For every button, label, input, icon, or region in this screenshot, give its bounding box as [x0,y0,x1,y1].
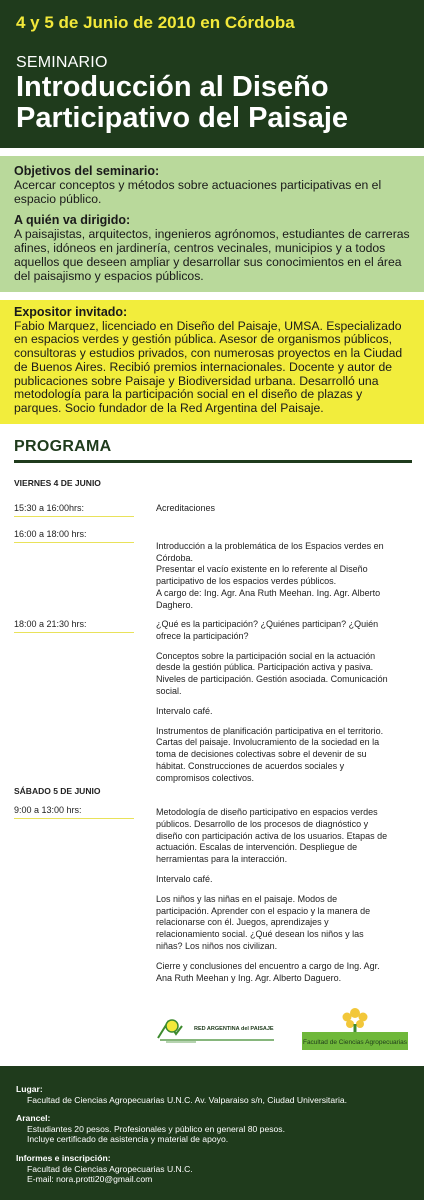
faculty-logo [302,1004,408,1050]
faculty-logo-text: Facultad de Ciencias Agropecuarias [302,1039,408,1046]
speaker-section [0,300,424,424]
info-line: Facultad de Ciencias Agropecuarias U.N.C. [27,1163,193,1174]
session-time: 9:00 a 13:00 hrs: [14,805,134,819]
fee-heading: Arancel: [16,1113,51,1124]
seminar-label: SEMINARIO [16,54,108,71]
session-time: 15:30 a 16:00hrs: [14,503,134,517]
session-description [156,807,388,992]
program-title: PROGRAMA [14,438,112,455]
fee-line: Estudiantes 20 pesos. Profesionales y público en general 80 pesos. [27,1123,285,1134]
speaker-heading: Expositor invitado: [14,305,128,319]
audience-text: A paisajistas, arquitectos, ingenieros agrónomos, estudiantes de carreras afines, idóneos en jardinería, centros vecinales, municipios y a todos aquellos que deseen ampliar y desarrollar sus conocimientos en el área del paisajismo y espacios públicos. [14,227,410,283]
program-header [14,438,412,463]
footer-info [0,1066,424,1200]
audience-heading: A quién va dirigido: [14,213,131,227]
venue-heading: Lugar: [16,1084,43,1094]
session-description [156,503,388,523]
header-banner [0,0,424,148]
session-paragraph: Conceptos sobre la participación social en la actuación desde la gestión pública. Participación activa y pasiva. Niveles de participación. Gestión asociada. Comunicación social. [156,650,388,696]
session-time: 18:00 a 21:30 hrs: [14,619,134,633]
day-heading-friday: VIERNES 4 DE JUNIO [14,478,101,488]
event-date: 4 y 5 de Junio de 2010 en Córdoba [16,13,295,32]
red-argentina-logo-text: RED ARGENTINA del PAISAJE [194,1026,274,1032]
session-paragraph: Los niños y las niñas en el paisaje. Modos de participación. Aprender con el espacio y la manera de relacionarse con él. Juegos, aprendizajes y relacionamiento social. ¿Qué desean los niños y las niñas? Los niños nos civilizan. [156,893,371,951]
objectives-section [0,156,424,292]
session-time: 16:00 a 18:00 hrs: [14,529,134,543]
objectives-heading: Objetivos del seminario: [14,164,160,178]
fee-note: Incluye certificado de asistencia y material de apoyo. [27,1134,229,1145]
program-divider [14,460,412,463]
contact-email[interactable]: E-mail: nora.protti20@gmail.com [27,1174,153,1185]
session-paragraph: Instrumentos de planificación participativa en el territorio. Cartas del paisaje. Involucramiento de la sociedad en la toma de decisiones colectivas sobre el devenir de su hábitat. Construcciones de acuerdos sociales y compromisos colectivos. [156,725,384,783]
session-paragraph: Cierre y conclusiones del encuentro a cargo de Ing. Agr. Ana Ruth Meehan y Ing. Agr. Alberto Daguero. [156,960,380,983]
session-paragraph: Acreditaciones [156,503,216,513]
session-description [156,529,388,631]
session-paragraph: Metodología de diseño participativo en espacios verdes públicos. Desarrollo de los procesos de diagnóstico y diseño con participación activa de los usuarios. Etapas de actuación. Escalas de intervención. Despliegue de herramientas para la interacción. [156,807,388,865]
seminar-title-line1: Introducción al Diseño [16,71,329,103]
seminar-title-line2: Participativo del Paisaje [16,102,349,134]
session-description [156,619,388,793]
session-paragraph: Introducción a la problemática de los Espacios verdes en Córdoba. Presentar el vacío existente en lo referente al Diseño participativo de los espacios verdes públicos. A cargo de: Ing. Agr. Ana Ruth Meehan. Ing. Agr. Alberto Daghero. [156,540,384,610]
objectives-text: Acercar conceptos y métodos sobre actuaciones participativas en el espacio público. [14,178,382,206]
session-paragraph: Intervalo café. [156,705,213,716]
session-paragraph: ¿Qué es la participación? ¿Quiénes participan? ¿Quién ofrece la participación? [156,619,379,641]
info-heading: Informes e inscripción: [16,1152,111,1163]
venue-text: Facultad de Ciencias Agropecuarias U.N.C. Av. Valparaiso s/n, Ciudad Universitaria. [27,1094,348,1105]
session-paragraph: Intervalo café. [156,873,213,884]
day-heading-saturday: SÁBADO 5 DE JUNIO [14,786,101,796]
red-argentina-logo [156,1012,278,1044]
speaker-text: Fabio Marquez, licenciado en Diseño del Paisaje, UMSA. Especializado en espacios verdes y gestión pública. Asesor de organismos públicos, consultoras y estudios privados, con numerosas proyectos en la Ciudad de Buenos Aires. Recibió premios internacionales. Docente y autor de publicaciones sobre Paisaje y Biodiversidad urbana. Desarrolló una metodología para la participación social en el diseño de plazas y parques. Socio fundador de la Red Argentina del Paisaje. [14,318,403,415]
